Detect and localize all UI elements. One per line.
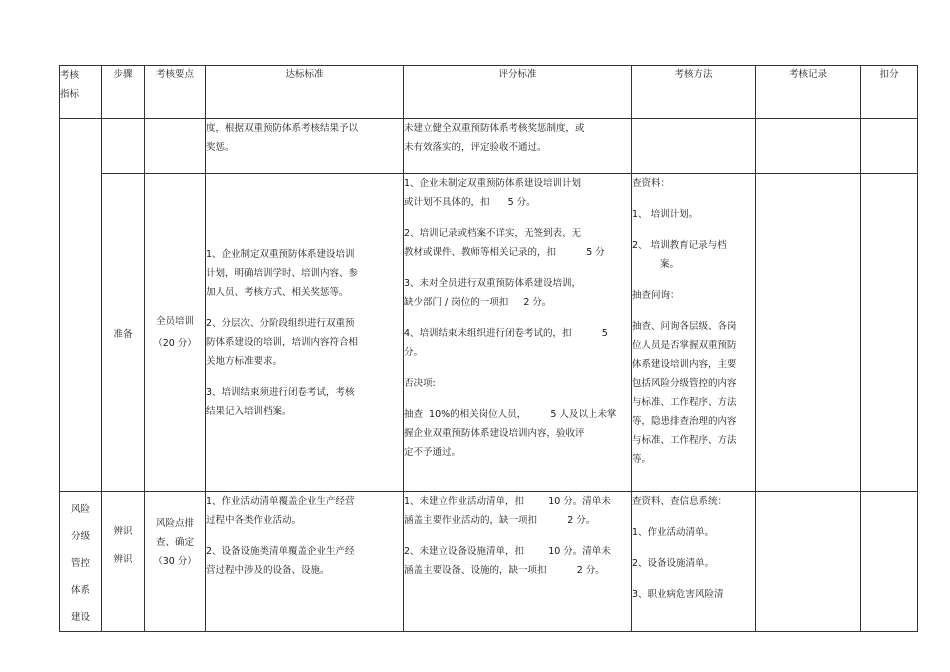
step-cell-empty — [102, 119, 145, 174]
point-cell: 全员培训 （20 分） — [145, 174, 206, 492]
header-row — [60, 66, 918, 119]
header-deduction: 扣分 — [861, 66, 918, 119]
header-indicator: 考核指标 — [60, 66, 102, 119]
header-record: 考核记录 — [756, 66, 861, 119]
record-cell — [756, 492, 861, 632]
standard-cell: 度，根据双重预防体系考核结果予以 奖惩。 — [206, 119, 404, 174]
assessment-table — [59, 65, 918, 632]
scoring-cell: 1、未建立作业活动清单，扣 10 分。清单未 涵盖主要作业活动的，缺一项扣 2 分。 2、未建立设备设施清单，扣 10 分。清单未 涵盖主要设备、设施的，缺一项扣 2 分。 — [404, 492, 632, 632]
method-cell: 查资料： 1、 培训计划。 2、 培训教育记录与档 案。 抽查问询： 抽查、问询各层级、各岗 位人员是否掌握双重预防 体系建设培训内容，主要 包括风险分级管控的内容 与标准、工作程序、方法 等，隐患排查治理的内容 与标准、工作程序、方法 等。 — [632, 174, 756, 492]
scoring-cell: 1、企业未制定双重预防体系建设培训计划 或计划不具体的，扣 5 分。 2、培训记录或档案不详实，无签到表、无 教材或课件、教师等相关记录的，扣 5 分 3、未对全员进行双重预防体系建设培训， 缺少部门 / 岗位的一项扣 2 分。 4、培训结束未组织进行闭卷考试的，扣 5 分。 否决项: 抽查 10%的相关岗位人员， 5 人及以上未掌 握企业双重预防体系建设培训内容，验收评 定不予通过。 — [404, 174, 632, 492]
method-cell-empty — [632, 119, 756, 174]
step-cell: 准备 — [102, 174, 145, 492]
record-cell — [756, 174, 861, 492]
step-cell: 辨识 辨识 — [102, 492, 145, 632]
deduction-cell — [861, 119, 918, 174]
table-row — [60, 492, 918, 632]
scoring-cell: 未建立健全双重预防体系考核奖惩制度，或 未有效落实的，评定验收不通过。 — [404, 119, 632, 174]
deduction-cell — [861, 492, 918, 632]
table-row — [60, 174, 918, 492]
standard-cell: 1、作业活动清单覆盖企业生产经营 过程中各类作业活动。 2、设备设施类清单覆盖企业生产经 营过程中涉及的设备、设施。 — [206, 492, 404, 632]
standard-cell: 1、企业制定双重预防体系建设培训 计划，明确培训学时、培训内容、参 加人员、考核方式、相关奖惩等。 2、分层次、分阶段组织进行双重预 防体系建设的培训，培训内容符合相 关地方标准要求。 3、培训结束须进行闭卷考试，考核 结果记入培训档案。 — [206, 174, 404, 492]
method-cell: 查资料、查信息系统： 1、作业活动清单。 2、设备设施清单。 3、职业病危害风险清 — [632, 492, 756, 632]
header-standard: 达标标准 — [206, 66, 404, 119]
table-row — [60, 119, 918, 174]
header-step: 步骤 — [102, 66, 145, 119]
header-method: 考核方法 — [632, 66, 756, 119]
header-point: 考核要点 — [145, 66, 206, 119]
indicator-cell-empty — [60, 119, 102, 492]
record-cell — [756, 119, 861, 174]
point-cell-empty — [145, 119, 206, 174]
header-scoring: 评分标准 — [404, 66, 632, 119]
deduction-cell — [861, 174, 918, 492]
point-cell: 风险点排 查、确定 （30 分） — [145, 492, 206, 632]
indicator-cell: 风险 分级 管控 体系 建设 — [60, 492, 102, 632]
